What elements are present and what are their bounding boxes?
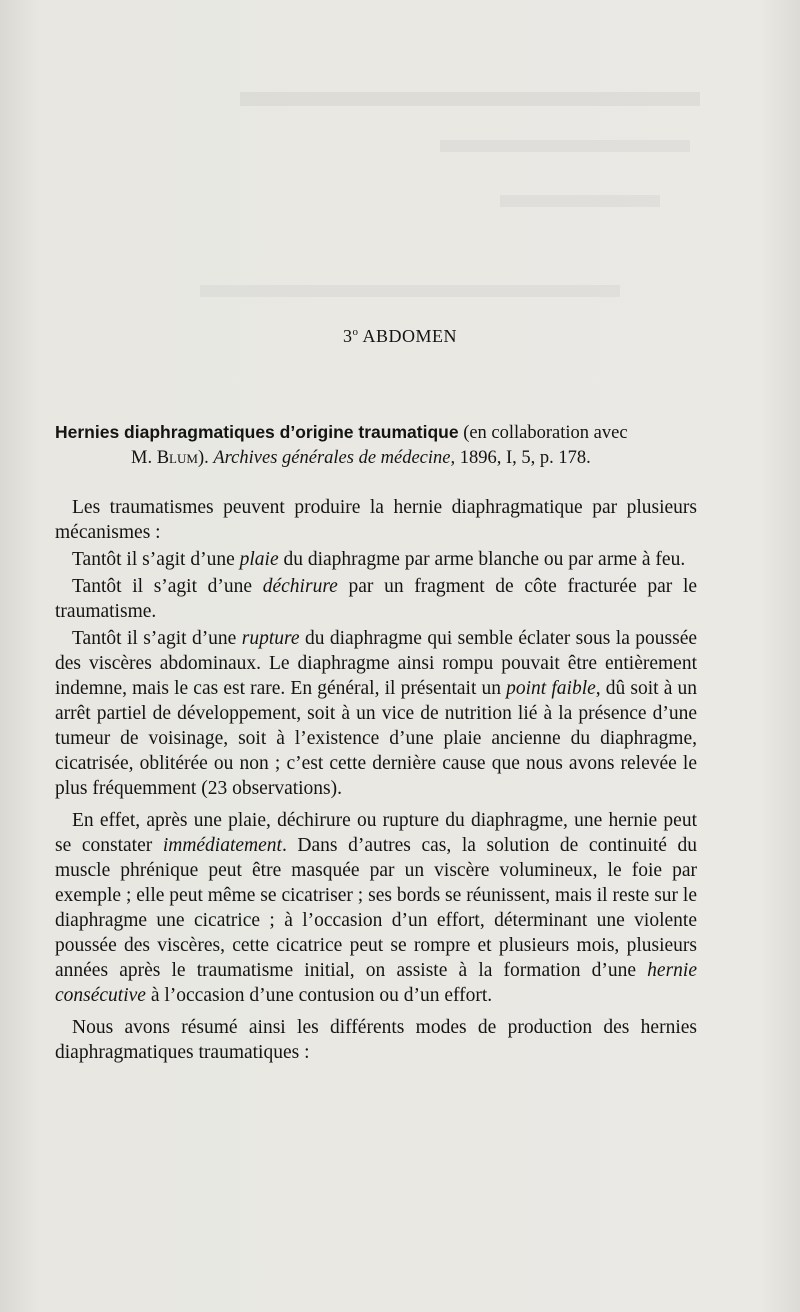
section-number: 3$^o$ — [342, 326, 359, 346]
article-citation — [55, 420, 697, 471]
bleed-through-line — [200, 285, 620, 297]
bleed-through-line — [240, 92, 700, 106]
paragraph: Nous avons résumé ainsi les différents modes de production des hernies diaphragmatiques traumatiques : — [55, 1017, 697, 1063]
paragraph: En effet, après une plaie, déchirure ou rupture du diaphragme, une hernie peut se constater immédiatement. Dans d’autres cas, la solution de continuité du muscle phrénique peut être masquée par un viscère volumineux, le foie par exemple ; elle peut même se cicatriser ; ses bords se réunissent, mais il reste sur le diaphragme une cicatrice ; à l’occasion d’un effort, déterminant une violente poussée des viscères, cette cicatrice peut se rompre et plusieurs mois, plusieurs années après le traumatisme initial, on assiste à la formation d’une hernie consécutive à l’occasion d’une contusion ou d’un effort. — [55, 810, 697, 1006]
collaborator-name: M. Blum — [131, 448, 198, 468]
bleed-through-line — [500, 195, 660, 207]
section-heading — [0, 326, 800, 347]
paragraph: Tantôt il s’agit d’une plaie du diaphragme par arme blanche ou par arme à feu. — [72, 549, 686, 570]
paragraph: Tantôt il s’agit d’une déchirure par un fragment de côte fracturée par le traumatisme. — [55, 576, 698, 622]
article-title: Hernies diaphragmatiques d’origine traumatique — [55, 422, 459, 442]
section-title: ABDOMEN — [362, 326, 458, 346]
citation-line-2 — [55, 446, 697, 471]
paragraph: Les traumatismes peuvent produire la hernie diaphragmatique par plusieurs mécanismes : — [55, 497, 697, 543]
collaboration-prefix: (en collaboration avec — [463, 423, 628, 443]
collaboration-suffix: ). — [197, 448, 209, 468]
paragraph: Tantôt il s’agit d’une rupture du diaphragme qui semble éclater sous la poussée des viscères abdominaux. Le diaphragme ainsi rompu pouvait être entièrement indemne, mais le cas est rare. En général, il présentait un point faible, dû soit à un arrêt partiel de développement, soit à un vice de nutrition lié à la présence d’une tumeur de voisinage, soit à l’existence d’une plaie ancienne du diaphragme, cicatrisée, oblitérée ou non ; c’est cette dernière cause que nous avons relevée le plus fréquemment (23 observations). — [55, 628, 697, 799]
journal-reference: 1896, I, 5, p. 178. — [459, 448, 591, 468]
article-body — [55, 495, 697, 1072]
journal-name: Archives générales de médecine, — [213, 448, 456, 468]
bleed-through-line — [440, 140, 690, 152]
